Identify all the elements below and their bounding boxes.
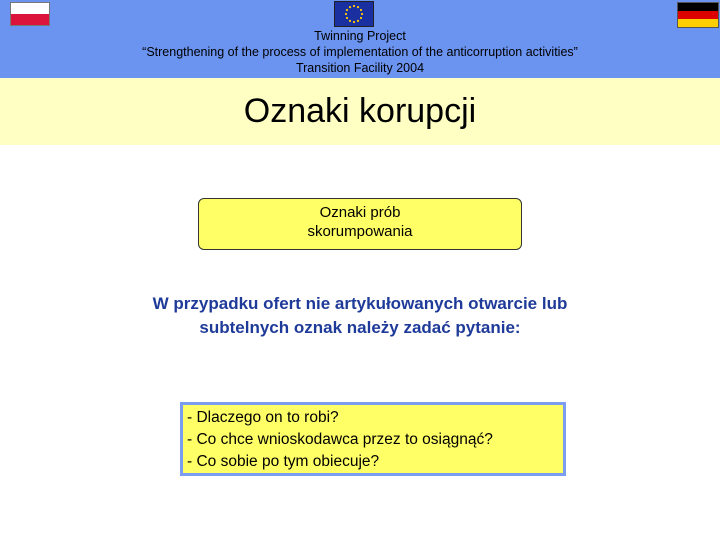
- signs-box: [198, 198, 522, 250]
- statement-text: [90, 292, 630, 340]
- poland-flag-icon: [10, 2, 50, 26]
- signs-box-line-2: skorumpowania: [307, 223, 413, 240]
- page-title: Oznaki korupcji: [243, 92, 477, 130]
- header-line-2: “Strengthening of the process of implementation of the anticorruption activities”: [142, 45, 578, 59]
- question-item: - Co sobie po tym obiecuje?: [187, 453, 380, 470]
- header-text: [0, 28, 720, 76]
- question-item: - Dlaczego on to robi?: [187, 409, 339, 426]
- eu-flag-icon: [334, 1, 374, 27]
- signs-box-line-1: Oznaki prób: [319, 204, 401, 221]
- header-band: [0, 0, 720, 78]
- statement-line-2: subtelnych oznak należy zadać pytanie:: [199, 318, 521, 337]
- header-line-1: Twinning Project: [314, 29, 406, 43]
- questions-box: [180, 402, 566, 476]
- germany-flag-icon: [677, 2, 719, 28]
- statement-line-1: W przypadku ofert nie artykułowanych otwarcie lub: [152, 294, 568, 313]
- header-line-3: Transition Facility 2004: [295, 61, 425, 75]
- question-item: - Co chce wnioskodawca przez to osiągnąć?: [187, 431, 493, 448]
